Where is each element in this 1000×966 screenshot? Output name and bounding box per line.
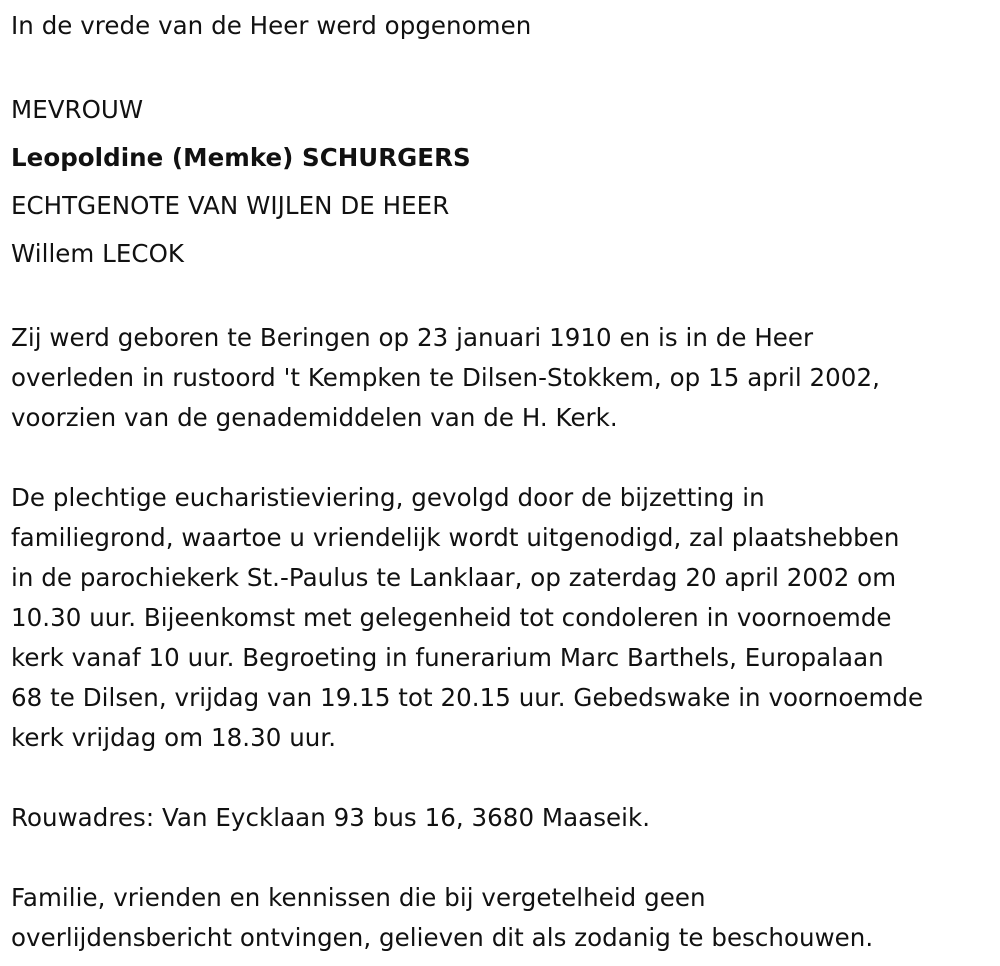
deceased-name: Leopoldine (Memke) SCHURGERS [11, 143, 471, 172]
spacer [11, 46, 1000, 86]
mourning-address: Rouwadres: Van Eycklaan 93 bus 16, 3680 Maaseik. [11, 803, 651, 832]
spacer [11, 438, 1000, 478]
intro-line: In de vrede van de Heer werd opgenomen [11, 11, 532, 40]
ceremony-paragraph [11, 478, 1000, 758]
title-line: MEVROUW [11, 95, 144, 124]
spacer [11, 278, 1000, 318]
spouse-label: ECHTGENOTE VAN WIJLEN DE HEER [11, 191, 450, 220]
paragraph-line: De plechtige eucharistieviering, gevolgd door de bijzetting in [11, 483, 765, 512]
paragraph-line: familiegrond, waartoe u vriendelijk wordt uitgenodigd, zal plaatshebben [11, 523, 900, 552]
closing-paragraph [11, 878, 1000, 958]
paragraph-line: voorzien van de genademiddelen van de H. Kerk. [11, 403, 618, 432]
paragraph-line: kerk vanaf 10 uur. Begroeting in funerarium Marc Barthels, Europalaan [11, 643, 884, 672]
spacer [11, 758, 1000, 798]
paragraph-line: kerk vrijdag om 18.30 uur. [11, 723, 337, 752]
paragraph-line: in de parochiekerk St.-Paulus te Lanklaar, op zaterdag 20 april 2002 om [11, 563, 897, 592]
spacer [11, 838, 1000, 878]
paragraph-line: Familie, vrienden en kennissen die bij vergetelheid geen [11, 883, 706, 912]
paragraph-line: overlijdensbericht ontvingen, gelieven dit als zodanig te beschouwen. [11, 923, 874, 952]
paragraph-line: 10.30 uur. Bijeenkomst met gelegenheid tot condoleren in voornoemde [11, 603, 892, 632]
paragraph-line: overleden in rustoord 't Kempken te Dilsen-Stokkem, op 15 april 2002, [11, 363, 880, 392]
paragraph-line: 68 te Dilsen, vrijdag van 19.15 tot 20.15 uur. Gebedswake in voornoemde [11, 683, 924, 712]
spouse-name: Willem LECOK [11, 239, 185, 268]
paragraph-line: Zij werd geboren te Beringen op 23 januari 1910 en is in de Heer [11, 323, 814, 352]
birth-death-paragraph [11, 318, 1000, 438]
